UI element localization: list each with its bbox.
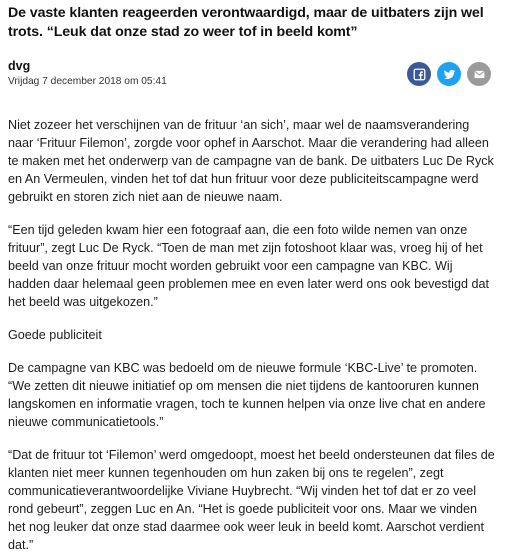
article-paragraph: “Een tijd geleden kwam hier een fotograaf aan, die een foto wilde nemen van onze frituur”, zegt Luc De Ryck. “Toen de man met zijn fotoshoot klaar was, vroeg hij of het beeld van onze frituur mocht worden gebruikt voor een campagne van KBC. Wij hadden daar helemaal geen problemen mee en even later werd ons ook bevestigd dat het beeld was uitgekozen.”: [8, 223, 489, 309]
facebook-icon: [413, 68, 426, 81]
mail-icon: [473, 68, 486, 81]
article-subheading: Goede publiciteit: [8, 328, 102, 342]
article-meta: [8, 59, 497, 89]
twitter-icon: [443, 68, 456, 81]
article-paragraph: De campagne van KBC was bedoeld om de nieuwe formule ‘KBC-Live’ te promoten. “We zetten dit nieuwe initiatief op om mensen die niet tijdens de kantooruren kunnen langskomen en informatie vragen, toch te kunnen helpen via onze live chat en andere nieuwe communicatietools.”: [8, 361, 486, 429]
author-name: dvg: [8, 59, 31, 73]
share-facebook-button[interactable]: [407, 62, 431, 86]
article-paragraph: Niet zozeer het verschijnen van de frituur ‘an sich’, maar wel de naamsverandering naar ‘Frituur Filemon’, zorgde voor ophef in Aarschot. Maar die verandering had alleen te maken met het onderwerp van de campagne van de bank. De uitbaters Luc De Ryck en An Vermeulen, vinden het tof dat hun frituur voor deze publiciteitscampagne werd gebruikt en storen zich niet aan de nieuwe naam.: [8, 118, 494, 204]
publish-date: Vrijdag 7 december 2018 om 05:41: [8, 76, 167, 87]
share-mail-button[interactable]: [467, 62, 491, 86]
article-intro: De vaste klanten reageerden verontwaardigd, maar de uitbaters zijn wel trots. “Leuk dat onze stad zo weer tof in beeld komt”: [8, 5, 484, 40]
article-paragraph: “Dat de frituur tot ‘Filemon’ werd omgedoopt, moest het beeld ondersteunen dat files de klanten niet meer kunnen tegenhouden om hun zaken bij ons te regelen”, zegt communicatieverantwoordelijke Viviane Huybrecht. “Wij vinden het tof dat er zo veel rond gebeurt”, zeggen Luc en An. “Het is goede publiciteit voor ons. Maar we vinden het nog leuker dat onze stad daarmee ook weer leuk in beeld komt. Aarschot verdient dat.”: [8, 448, 495, 552]
share-buttons: [407, 62, 491, 86]
share-twitter-button[interactable]: [437, 62, 461, 86]
article-body: [8, 116, 497, 554]
